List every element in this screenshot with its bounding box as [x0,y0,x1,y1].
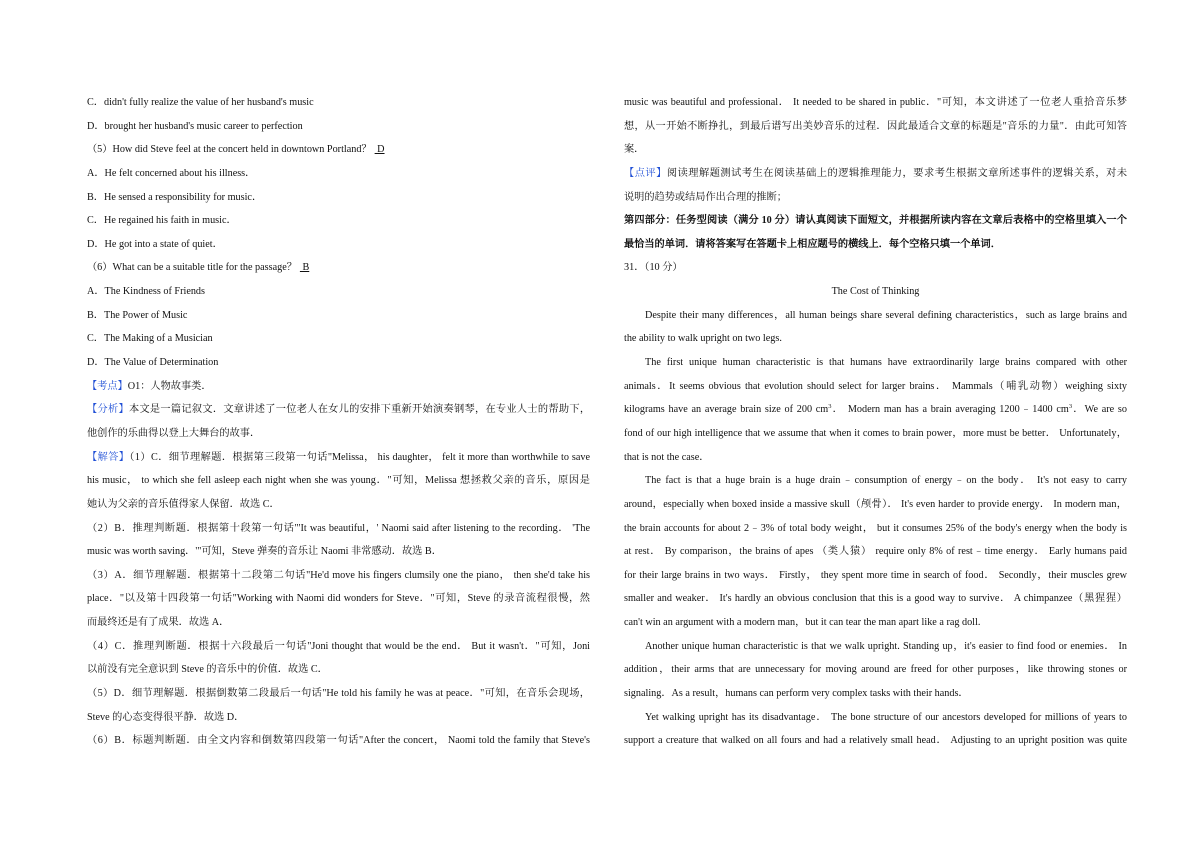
q6-option-a: A．The Kindness of Friends [87,286,205,298]
passage-line: The fact is that a huge brain is a huge drain﹣consumption of energy﹣on the body． It's not easy to carry [645,475,1127,487]
q6-stem: （6）What can be a suitable title for the passage？ B [87,256,590,280]
jieda-line-13: （6）B．标题判断题．由全文内容和倒数第四段第一句话"After the concert， Naomi told the family that Steve's [87,735,590,747]
question-31-label: 31．（10 分） [624,262,683,274]
passage-line: signaling．As a result，humans can perform very complex tasks with their hands． [624,688,969,700]
passage-line: Yet walking upright has its disadvantage． The bone structure of our ancestors developed for millions of years to [645,711,1127,723]
q5-answer: D [374,144,385,156]
left-column [87,91,590,753]
passage-line: fond of our high intelligence that we assume that when it comes to brain power，more must be better． Unfortunately， [624,427,1127,439]
jieda-line-12: Steve 的心态变得很平静．故选 D． [87,711,245,723]
jieda-line-1: 【解答】（1）C．细节理解题．根据第三段第一句话"Melissa， his daughter， felt it more than worthwhile to save [87,451,590,463]
passage-line: around，especially when boxed inside a massive skull（颅骨）． It's even harder to provide energy． In modern man， [624,498,1127,510]
fenxi-tag: 【分析】 [87,404,129,416]
q4-option-d: D．brought her husband's music career to perfection [87,120,303,132]
jieda-line-8: 而最终还是有了成果．故选 A． [87,617,230,629]
q6-answer: B [299,262,310,274]
answer-cont-line-3: 案． [624,144,645,156]
q4-option-c: C．didn't fully realize the value of her husband's music [87,97,314,108]
jieda-line-5: music was worth saving．'"可知，Steve 弹奏的音乐让 Naomi 非常感动．故选 B． [87,546,442,558]
q5-option-b: B．He sensed a responsibility for music． [87,191,263,203]
q5-option-d: D．He got into a state of quiet． [87,238,223,250]
passage-line: for their large brains in two ways． Firstly， they spent more time in search of food． Secondly，their muscles grew [624,569,1127,581]
jieda-line-10: 以前没有完全意识到 Steve 的音乐中的价值．故选 C． [87,664,328,676]
jieda-line-9: （4）C．推理判断题．根据十六段最后一句话"Joni thought that would be the end． But it wasn't．"可知，Joni [87,640,590,652]
passage-line: that is not the case． [624,451,710,463]
passage-line: the brain accounts for about 2﹣3% of total body weight， but it consumes 25% of the body's energy when the body is [624,522,1127,534]
passage-line: Despite their many differences，all human beings share several defining characteristics，such as large brains and [645,309,1127,321]
dianping-line-2: 说明的趋势或结局作出合理的推断； [624,191,787,203]
passage-line: animals．It seems obvious that evolution should select for larger brains． Mammals（哺乳动物）weighing sixty [624,380,1127,392]
jieda-line-11: （5）D．细节理解题．根据倒数第二段最后一句话"He told his family he was at peace．"可知，在音乐会现场， [87,688,590,700]
passage-line: Another unique human characteristic is that we walk upright. Standing up，it's easier to find food or enemies． In [645,640,1127,652]
superscript: 3 [1068,403,1073,411]
q5-option-c: C．He regained his faith in music． [87,215,237,227]
passage-line: support a creature that walked on all fours and had a relatively small head． Adjusting to an upright position was quite [624,735,1127,747]
jieda-line-7: place．"以及第十四段第一句话"Working with Naomi did wonders for Steve．"可知，Steve 的录音流程很慢，然 [87,593,590,605]
answer-cont-line-1: music was beautiful and professional． It needed to be shared in public．"可知，本文讲述了一位老人重拾音乐梦 [624,97,1127,108]
jieda-tag: 【解答】 [87,451,130,463]
passage-line: addition，their arms that are unnecessary for moving around are freed for other purposes，like throwing stones or [624,664,1127,676]
passage-line: at rest． By comparison，the brains of apes （类人猿） require only 8% of rest﹣time energy． Early humans paid [624,546,1127,558]
fenxi-line-2: 他创作的乐曲得以登上大舞台的故事． [87,427,261,439]
fenxi-line-1: 【分析】本文是一篇记叙文．文章讲述了一位老人在女儿的安排下重新开始演奏钢琴，在专业人士的帮助下， [87,404,590,416]
q6-option-d: D．The Value of Determination [87,357,219,369]
passage-line: the ability to walk upright on two legs. [624,333,782,345]
jieda-line-6: （3）A．细节理解题．根据第十二段第二句话"He'd move his fingers clumsily one the piano， then she'd take his [87,569,590,581]
right-column [624,91,1127,753]
kaodian-tag: 【考点】 [87,380,128,392]
q5-option-a: A．He felt concerned about his illness． [87,167,256,179]
jieda-line-3: 她认为父亲的音乐值得家人保留．故选 C． [87,498,280,510]
kaodian-line: 【考点】O1：人物故事类． [87,380,212,392]
dianping-line-1: 【点评】阅读理解题测试考生在阅读基础上的逻辑推理能力，要求考生根据文章所述事件的逻辑关系，对未 [624,167,1127,179]
jieda-line-4: （2）B．推理判断题．根据第十段第一句话"'It was beautiful，' Naomi said after listening to the recording． 'The [87,522,590,534]
jieda-line-2: his music， to which she fell asleep each night when she was young．"可知，Melissa 想拯救父亲的音乐，原因是 [87,475,590,487]
q6-option-c: C．The Making of a Musician [87,333,213,345]
passage-line: The first unique human characteristic is that humans have extraordinarily large brains compared with other [645,357,1127,369]
q5-stem: （5）How did Steve feel at the concert held in downtown Portland？ D [87,138,590,162]
part4-instruction-line-1: 第四部分：任务型阅读（满分 10 分）请认真阅读下面短文，并根据所读内容在文章后表格中的空格里填入一个 [624,215,1127,227]
part4-instruction-line-2: 最恰当的单词．请将答案写在答题卡上相应题号的横线上．每个空格只填一个单词． [624,238,1001,250]
q6-option-b: B．The Power of Music [87,309,188,321]
superscript: 3 [828,403,832,411]
passage-line-with-superscripts: kilograms have an average brain size of 200 $cm^3$． Modern man has a brain averaging 1200﹣1400 $cm^3$．We are so [624,403,1127,416]
passage-line: can't win an argument with a modern man，but it can tear the man apart like a rag doll. [624,617,981,629]
passage-title: The Cost of Thinking [831,286,920,298]
dianping-tag: 【点评】 [624,167,667,179]
answer-cont-line-2: 想，从一开始不断挣扎，到最后谱写出美妙音乐的过程．因此最适合文章的标题是"音乐的力量"．由此可知答 [624,120,1127,132]
passage-line: smaller and weaker． It's hardly an obvious conclusion that this is a good way to survive． A chimpanzee（黑猩猩） [624,593,1127,605]
